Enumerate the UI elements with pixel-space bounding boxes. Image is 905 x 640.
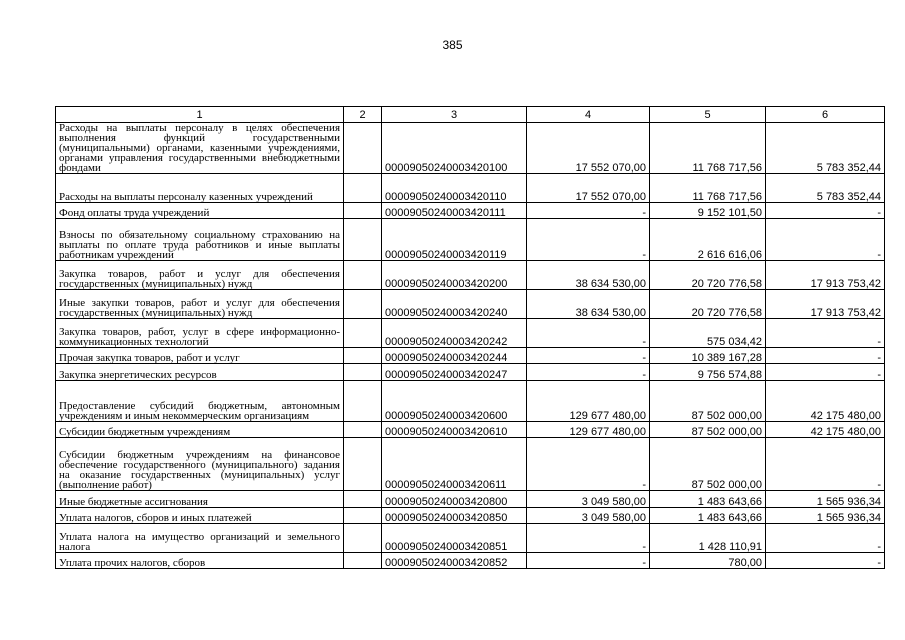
row-code: 00009050240003420244 — [382, 348, 527, 364]
row-col2 — [344, 261, 382, 290]
row-value-4: - — [527, 524, 650, 553]
row-code: 00009050240003420100 — [382, 123, 527, 174]
row-code: 00009050240003420850 — [382, 508, 527, 524]
column-header-4: 4 — [527, 107, 650, 123]
row-code: 00009050240003420200 — [382, 261, 527, 290]
row-code: 00009050240003420110 — [382, 174, 527, 203]
row-value-6: - — [766, 203, 885, 219]
table-row — [56, 553, 885, 569]
row-value-4: - — [527, 203, 650, 219]
table-row — [56, 491, 885, 508]
row-value-4: 17 552 070,00 — [527, 174, 650, 203]
row-value-6: 5 783 352,44 — [766, 174, 885, 203]
row-col2 — [344, 508, 382, 524]
row-code: 00009050240003420111 — [382, 203, 527, 219]
row-value-6: - — [766, 553, 885, 569]
row-value-5: 2 616 616,06 — [650, 219, 766, 261]
row-value-5: 1 428 110,91 — [650, 524, 766, 553]
row-value-5: 780,00 — [650, 553, 766, 569]
row-description: Закупка товаров, работ и услуг для обеспечения государственных (муниципальных) нужд — [56, 261, 344, 290]
row-value-6: 17 913 753,42 — [766, 290, 885, 319]
row-description: Закупка товаров, работ, услуг в сфере информационно-коммуникационных технологий — [56, 319, 344, 348]
row-code: 00009050240003420119 — [382, 219, 527, 261]
row-value-6: - — [766, 348, 885, 364]
table-row — [56, 508, 885, 524]
table-row — [56, 348, 885, 364]
row-description: Уплата налогов, сборов и иных платежей — [56, 508, 344, 524]
table-row — [56, 524, 885, 553]
row-col2 — [344, 553, 382, 569]
row-value-4: 38 634 530,00 — [527, 290, 650, 319]
table-row — [56, 422, 885, 438]
row-value-4: 129 677 480,00 — [527, 381, 650, 422]
row-col2 — [344, 491, 382, 508]
row-value-6: 1 565 936,34 — [766, 491, 885, 508]
row-value-5: 1 483 643,66 — [650, 491, 766, 508]
row-code: 00009050240003420240 — [382, 290, 527, 319]
table-header-row — [56, 107, 885, 123]
row-value-4: 3 049 580,00 — [527, 508, 650, 524]
row-description: Иные закупки товаров, работ и услуг для обеспечения государственных (муниципальных) нужд — [56, 290, 344, 319]
row-col2 — [344, 203, 382, 219]
row-col2 — [344, 524, 382, 553]
row-col2 — [344, 381, 382, 422]
page-number: 385 — [442, 38, 463, 52]
row-code: 00009050240003420247 — [382, 364, 527, 381]
row-code: 00009050240003420242 — [382, 319, 527, 348]
row-value-6: - — [766, 219, 885, 261]
row-value-5: 11 768 717,56 — [650, 123, 766, 174]
row-description: Предоставление субсидий бюджетным, автономным учреждениям и иным некоммерческим организациям — [56, 381, 344, 422]
row-value-5: 20 720 776,58 — [650, 261, 766, 290]
row-col2 — [344, 422, 382, 438]
row-value-5: 9 756 574,88 — [650, 364, 766, 381]
row-description: Фонд оплаты труда учреждений — [56, 203, 344, 219]
row-value-4: - — [527, 553, 650, 569]
row-code: 00009050240003420800 — [382, 491, 527, 508]
row-col2 — [344, 290, 382, 319]
row-code: 00009050240003420600 — [382, 381, 527, 422]
table-row — [56, 290, 885, 319]
row-value-5: 20 720 776,58 — [650, 290, 766, 319]
row-value-5: 1 483 643,66 — [650, 508, 766, 524]
table-body — [56, 123, 885, 569]
row-col2 — [344, 219, 382, 261]
row-value-4: 129 677 480,00 — [527, 422, 650, 438]
row-value-6: 42 175 480,00 — [766, 422, 885, 438]
row-description: Расходы на выплаты персоналу казенных учреждений — [56, 174, 344, 203]
row-description: Уплата прочих налогов, сборов — [56, 553, 344, 569]
table-row — [56, 203, 885, 219]
row-value-6: 5 783 352,44 — [766, 123, 885, 174]
row-value-4: - — [527, 364, 650, 381]
row-code: 00009050240003420611 — [382, 438, 527, 491]
table-row — [56, 364, 885, 381]
table-row — [56, 438, 885, 491]
table-row — [56, 319, 885, 348]
row-value-4: - — [527, 348, 650, 364]
column-header-5: 5 — [650, 107, 766, 123]
row-col2 — [344, 364, 382, 381]
row-col2 — [344, 123, 382, 174]
column-header-6: 6 — [766, 107, 885, 123]
row-value-4: - — [527, 219, 650, 261]
row-code: 00009050240003420610 — [382, 422, 527, 438]
table-row — [56, 123, 885, 174]
row-col2 — [344, 348, 382, 364]
column-header-2: 2 — [344, 107, 382, 123]
row-value-6: 42 175 480,00 — [766, 381, 885, 422]
row-description: Взносы по обязательному социальному страхованию на выплаты по оплате труда работников и иные выплаты работникам учреждений — [56, 219, 344, 261]
row-description: Субсидии бюджетным учреждениям — [56, 422, 344, 438]
table-row — [56, 174, 885, 203]
table-row — [56, 381, 885, 422]
row-description: Расходы на выплаты персоналу в целях обеспечения выполнения функций государственными (муниципальными) органами, казенными учреждениями, органами управления государственными внебюджетными фондами — [56, 123, 344, 174]
row-value-4: 38 634 530,00 — [527, 261, 650, 290]
row-value-6: 1 565 936,34 — [766, 508, 885, 524]
row-value-4: - — [527, 438, 650, 491]
row-value-6: - — [766, 524, 885, 553]
row-value-6: - — [766, 364, 885, 381]
row-value-6: 17 913 753,42 — [766, 261, 885, 290]
row-value-4: 3 049 580,00 — [527, 491, 650, 508]
row-value-4: 17 552 070,00 — [527, 123, 650, 174]
budget-table — [55, 106, 885, 569]
row-description: Иные бюджетные ассигнования — [56, 491, 344, 508]
table-row — [56, 261, 885, 290]
row-value-4: - — [527, 319, 650, 348]
row-value-5: 575 034,42 — [650, 319, 766, 348]
row-description: Субсидии бюджетным учреждениям на финансовое обеспечение государственного (муниципального) задания на оказание государственных (муниципальных) услуг (выполнение работ) — [56, 438, 344, 491]
row-value-5: 11 768 717,56 — [650, 174, 766, 203]
row-description: Закупка энергетических ресурсов — [56, 364, 344, 381]
row-col2 — [344, 174, 382, 203]
row-description: Уплата налога на имущество организаций и земельного налога — [56, 524, 344, 553]
row-value-6: - — [766, 438, 885, 491]
row-code: 00009050240003420852 — [382, 553, 527, 569]
row-value-6: - — [766, 319, 885, 348]
table-row — [56, 219, 885, 261]
row-col2 — [344, 319, 382, 348]
row-col2 — [344, 438, 382, 491]
column-header-1: 1 — [56, 107, 344, 123]
row-value-5: 9 152 101,50 — [650, 203, 766, 219]
row-description: Прочая закупка товаров, работ и услуг — [56, 348, 344, 364]
row-value-5: 87 502 000,00 — [650, 381, 766, 422]
row-code: 00009050240003420851 — [382, 524, 527, 553]
row-value-5: 87 502 000,00 — [650, 422, 766, 438]
column-header-3: 3 — [382, 107, 527, 123]
row-value-5: 87 502 000,00 — [650, 438, 766, 491]
row-value-5: 10 389 167,28 — [650, 348, 766, 364]
